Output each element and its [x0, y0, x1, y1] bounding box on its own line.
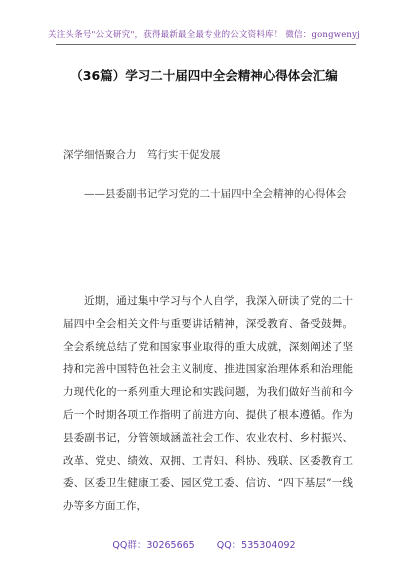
- document-title: （36篇）学习二十届四中全会精神心得体会汇编: [70, 68, 338, 83]
- footer: [0, 537, 408, 551]
- subtitle-primary: 深学细悟聚合力 笃行实干促发展: [63, 149, 221, 161]
- subtitle-secondary: ——县委副书记学习党的二十届四中全会精神的心得体会: [84, 188, 347, 200]
- footer-qq: QQ：535304092: [216, 540, 296, 551]
- header-divider: [56, 44, 356, 45]
- header-note: 关注头条号"公文研究"，获得最新最全最专业的公文资料库！ 微信：gongwenyj: [48, 30, 360, 40]
- footer-qq-group: QQ群：30265665: [112, 540, 195, 551]
- body-paragraph: 近期，通过集中学习与个人自学，我深入研读了党的二十届四中全会相关文件与重要讲话精神，深受教育、备受鼓舞。全会系统总结了党和国家事业取得的重大成就，深刻阐述了坚持和完善中国特色社会主义制度、推进国家治理体系和治理能力现代化的一系列重大理论和实践问题，为我们做好当前和今后一个时期各项工作指明了前进方向、提供了根本遵循。作为县委副书记，分管领域涵盖社会工作、农业农村、乡村振兴、改革、党史、绩效、双拥、工青妇、科协、残联、区委教育工委、区委卫生健康工委、园区党工委、信访、“四下基层”一线办等多方面工作，: [63, 295, 353, 513]
